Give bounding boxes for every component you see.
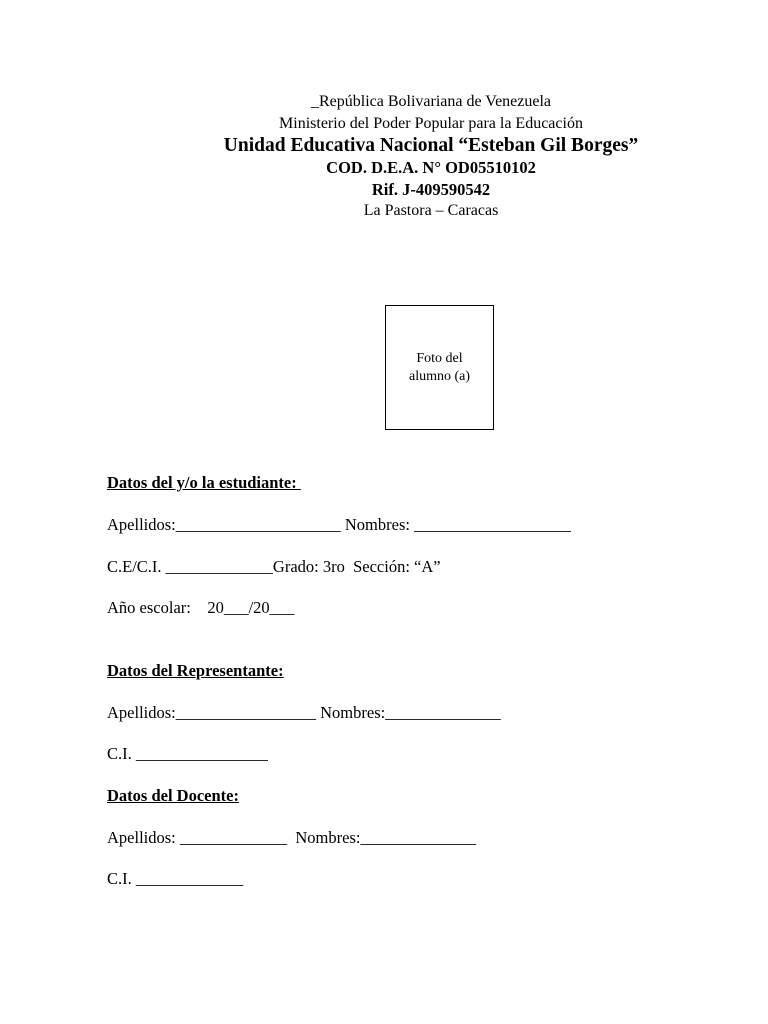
document-header [0, 91, 768, 222]
school-year-line: Año escolar: 20___/20___ [107, 598, 295, 617]
teacher-section-heading: Datos del Docente: [107, 786, 239, 805]
header-school-name: Unidad Educativa Nacional “Esteban Gil Borges” [223, 135, 639, 156]
representative-id-line: C.I. ________________ [107, 744, 268, 763]
student-names-line: Apellidos:____________________ Nombres: ___________________ [107, 515, 571, 534]
header-ministry: Ministerio del Poder Popular para la Educación [279, 114, 583, 132]
teacher-names-line: Apellidos: _____________ Nombres:______________ [107, 828, 476, 847]
teacher-id-line: C.I. _____________ [107, 869, 244, 888]
header-dea-code: COD. D.E.A. N° OD05510102 [326, 158, 536, 177]
student-photo-box [385, 305, 494, 430]
representative-section-heading: Datos del Representante: [107, 661, 284, 680]
representative-names-line: Apellidos:_________________ Nombres:______________ [107, 703, 501, 722]
header-rif: Rif. J-409590542 [371, 179, 491, 199]
header-location: La Pastora – Caracas [363, 202, 499, 219]
photo-box-label: Foto del alumno (a) [408, 350, 471, 384]
header-republic: _República Bolivariana de Venezuela [310, 93, 552, 110]
student-id-grade-line: C.E/C.I. _____________Grado: 3ro Sección: “A” [107, 557, 441, 576]
student-section-heading: Datos del y/o la estudiante: [107, 473, 301, 492]
